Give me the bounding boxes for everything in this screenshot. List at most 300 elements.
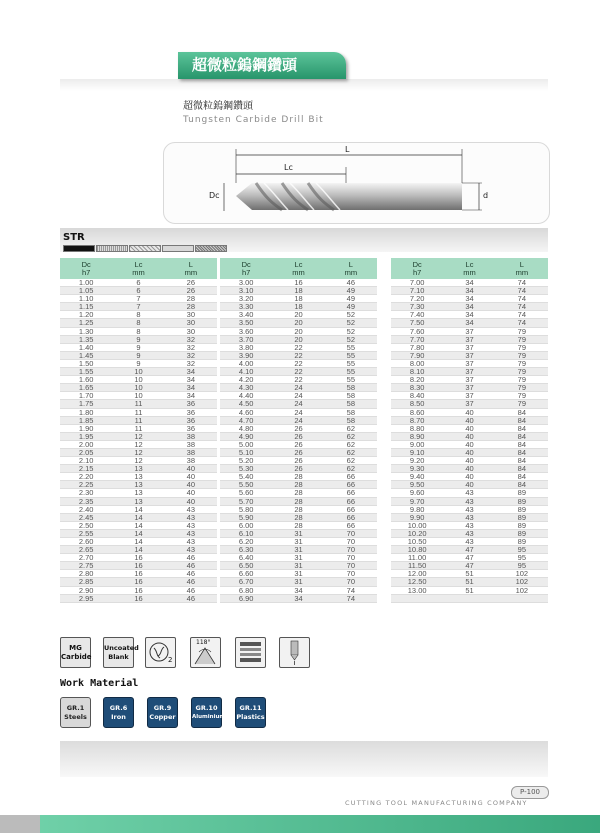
table-cell: 37	[443, 335, 495, 343]
table-cell: 9	[112, 335, 164, 343]
table-cell: 43	[165, 521, 217, 529]
table-cell: 13	[112, 489, 164, 497]
table-cell: 79	[496, 335, 548, 343]
material-code: GR.6	[109, 704, 128, 712]
table-cell: 8.30	[391, 384, 443, 392]
table-cell: 37	[443, 400, 495, 408]
table-cell: 70	[325, 546, 377, 554]
table-cell: 22	[272, 343, 324, 351]
table-cell: 26	[272, 432, 324, 440]
material-code: GR.9	[153, 704, 172, 712]
bottom-stripe-green	[40, 815, 600, 833]
table-cell: 14	[112, 529, 164, 537]
material-code: GR.11	[239, 704, 262, 712]
table-cell: 102	[496, 578, 548, 586]
table-cell: 79	[496, 327, 548, 335]
table-cell: 13	[112, 481, 164, 489]
label-L: L	[345, 145, 350, 154]
table-cell: 30	[165, 319, 217, 327]
table-cell: 14	[112, 505, 164, 513]
table-cell: 38	[165, 440, 217, 448]
table-cell: 8.70	[391, 416, 443, 424]
table-cell: 74	[496, 295, 548, 303]
table-cell: 40	[443, 473, 495, 481]
spec-table-2	[220, 258, 377, 603]
point-angle-label: 118°	[196, 639, 211, 646]
material-aluminium-badge	[191, 697, 226, 728]
table-cell: 49	[325, 303, 377, 311]
material-name: Steels	[64, 713, 87, 721]
table-cell: 55	[325, 343, 377, 351]
table-row	[391, 497, 548, 505]
table-cell: 43	[165, 546, 217, 554]
table-cell: 18	[272, 287, 324, 295]
header-top: Lc	[134, 259, 143, 269]
table-cell: 26	[272, 424, 324, 432]
table-cell: 1.70	[60, 392, 112, 400]
table-cell: 43	[165, 529, 217, 537]
table-cell: 43	[165, 538, 217, 546]
table-row	[220, 594, 377, 602]
table-cell: 20	[272, 311, 324, 319]
material-name: Copper	[149, 713, 176, 721]
table-cell: 51	[443, 586, 495, 594]
table-cell: 37	[443, 327, 495, 335]
table-cell: 9.30	[391, 465, 443, 473]
table-cell: 74	[496, 311, 548, 319]
icon-coat-line2: Blank	[108, 653, 129, 661]
table-cell: 46	[165, 570, 217, 578]
table-cell: 16	[112, 578, 164, 586]
table-cell: 4.30	[220, 384, 272, 392]
table-cell: 89	[496, 513, 548, 521]
table-cell: 38	[165, 457, 217, 465]
point-angle-icon	[190, 637, 221, 668]
table-header-cell	[272, 258, 324, 279]
table-cell: 37	[443, 351, 495, 359]
table-cell: 10.50	[391, 538, 443, 546]
table-cell: 10.00	[391, 521, 443, 529]
header-bottom: mm	[515, 267, 529, 277]
table-cell: 2.00	[60, 440, 112, 448]
subtitle-cn: 超微粒鎢鋼鑽頭	[183, 101, 253, 112]
table-cell	[391, 594, 443, 602]
table-cell: 40	[443, 481, 495, 489]
table-row	[391, 586, 548, 594]
table-cell: 12.00	[391, 570, 443, 578]
series-swatch-4	[162, 245, 194, 252]
table-cell: 5.90	[220, 513, 272, 521]
table-cell: 74	[496, 287, 548, 295]
table-cell: 10.80	[391, 546, 443, 554]
material-steels-badge	[60, 697, 91, 728]
table-cell: 40	[443, 440, 495, 448]
spec-table-3	[391, 258, 548, 603]
table-cell: 8.40	[391, 392, 443, 400]
table-cell: 66	[325, 521, 377, 529]
table-cell: 1.85	[60, 416, 112, 424]
table-row	[220, 408, 377, 416]
table-cell: 55	[325, 351, 377, 359]
header-bottom: mm	[463, 267, 476, 277]
table-header-row	[220, 258, 377, 279]
table-cell: 2.40	[60, 505, 112, 513]
material-plastics-badge	[235, 697, 266, 728]
table-cell: 49	[325, 287, 377, 295]
table-cell: 46	[325, 279, 377, 287]
table-cell: 30	[165, 327, 217, 335]
table-cell: 34	[165, 368, 217, 376]
table-cell: 1.05	[60, 287, 112, 295]
table-cell: 84	[496, 465, 548, 473]
series-swatch-5	[195, 245, 227, 252]
material-code: GR.1	[66, 704, 85, 712]
table-cell: 24	[272, 408, 324, 416]
header-top: Lc	[294, 259, 303, 269]
table-cell: 1.50	[60, 359, 112, 367]
table-cell: 22	[272, 368, 324, 376]
table-cell: 6.30	[220, 546, 272, 554]
header-top: Dc	[241, 259, 251, 269]
table-cell: 34	[272, 586, 324, 594]
table-cell: 3.30	[220, 303, 272, 311]
table-cell: 5.20	[220, 457, 272, 465]
table-cell: 9	[112, 351, 164, 359]
table-cell: 43	[443, 497, 495, 505]
table-cell: 4.40	[220, 392, 272, 400]
table-cell: 37	[443, 376, 495, 384]
table-cell: 52	[325, 335, 377, 343]
table-cell: 26	[272, 465, 324, 473]
table-cell: 43	[443, 489, 495, 497]
table-cell: 7.50	[391, 319, 443, 327]
table-cell: 20	[272, 335, 324, 343]
table-cell: 7.60	[391, 327, 443, 335]
table-cell: 40	[443, 465, 495, 473]
table-cell: 28	[272, 489, 324, 497]
table-cell: 7.10	[391, 287, 443, 295]
material-name: Plastics	[236, 713, 265, 721]
table-cell: 18	[272, 295, 324, 303]
header-bottom: mm	[292, 267, 305, 277]
header-bottom: mm	[184, 267, 198, 277]
table-cell: 36	[165, 416, 217, 424]
table-row	[391, 400, 548, 408]
table-cell: 4.80	[220, 424, 272, 432]
table-cell: 16	[112, 586, 164, 594]
drill-depth-icon	[279, 637, 310, 668]
table-cell: 34	[165, 376, 217, 384]
table-cell: 40	[165, 489, 217, 497]
table-cell: 3.50	[220, 319, 272, 327]
table-cell: 2.75	[60, 562, 112, 570]
table-row	[60, 497, 217, 505]
table-cell: 9.00	[391, 440, 443, 448]
table-cell: 6.40	[220, 554, 272, 562]
flute-count-label: 2	[168, 656, 173, 664]
table-cell: 26	[165, 287, 217, 295]
table-cell: 1.65	[60, 384, 112, 392]
table-header-cell	[220, 258, 272, 279]
table-cell: 49	[325, 295, 377, 303]
table-cell: 12	[112, 440, 164, 448]
table-cell: 8.10	[391, 368, 443, 376]
table-cell: 74	[325, 586, 377, 594]
table-cell: 7.80	[391, 343, 443, 351]
table-cell: 7.00	[391, 279, 443, 287]
table-row	[60, 489, 217, 497]
table-cell: 47	[443, 546, 495, 554]
table-cell: 6	[112, 287, 164, 295]
table-cell: 10.20	[391, 529, 443, 537]
table-row	[391, 489, 548, 497]
table-cell: 62	[325, 448, 377, 456]
table-cell: 2.65	[60, 546, 112, 554]
icon-mg-line1: MG	[69, 644, 82, 652]
table-cell: 89	[496, 505, 548, 513]
table-cell: 3.40	[220, 311, 272, 319]
table-cell: 31	[272, 529, 324, 537]
table-cell: 16	[112, 562, 164, 570]
table-row	[391, 505, 548, 513]
table-cell: 6.00	[220, 521, 272, 529]
table-cell: 16	[112, 570, 164, 578]
table-cell: 46	[165, 578, 217, 586]
uncoated-icon	[103, 637, 139, 668]
table-cell: 18	[272, 303, 324, 311]
table-cell: 89	[496, 497, 548, 505]
table-cell: 34	[443, 295, 495, 303]
table-cell: 40	[165, 481, 217, 489]
table-cell: 28	[272, 521, 324, 529]
table-cell: 36	[165, 408, 217, 416]
table-cell: 1.60	[60, 376, 112, 384]
table-cell: 1.20	[60, 311, 112, 319]
table-cell: 12	[112, 448, 164, 456]
table-cell: 40	[443, 448, 495, 456]
table-cell	[443, 594, 495, 602]
table-cell: 28	[165, 295, 217, 303]
table-cell: 43	[443, 521, 495, 529]
table-cell: 66	[325, 489, 377, 497]
table-cell: 22	[272, 376, 324, 384]
table-cell: 34	[443, 303, 495, 311]
material-name: Iron	[111, 713, 126, 721]
table-cell: 7.20	[391, 295, 443, 303]
table-cell: 84	[496, 457, 548, 465]
table-cell: 66	[325, 481, 377, 489]
table-cell: 11	[112, 400, 164, 408]
table-cell: 40	[443, 457, 495, 465]
series-swatch-1	[63, 245, 95, 252]
table-header-cell	[325, 258, 377, 279]
table-cell: 1.25	[60, 319, 112, 327]
table-cell: 9.40	[391, 473, 443, 481]
table-cell: 9.80	[391, 505, 443, 513]
table-cell: 1.30	[60, 327, 112, 335]
table-cell: 8.20	[391, 376, 443, 384]
table-header-row	[391, 258, 548, 279]
flute-count-icon	[145, 637, 176, 668]
table-cell: 10	[112, 392, 164, 400]
table-row	[220, 327, 377, 335]
table-row	[391, 327, 548, 335]
table-cell: 26	[165, 279, 217, 287]
label-d: d	[483, 191, 489, 200]
table-cell: 14	[112, 538, 164, 546]
tolerance-icon	[235, 637, 266, 668]
table-row	[60, 586, 217, 594]
table-cell: 34	[443, 287, 495, 295]
table-cell: 84	[496, 481, 548, 489]
table-cell: 1.90	[60, 424, 112, 432]
table-cell: 102	[496, 586, 548, 594]
material-copper-badge	[147, 697, 178, 728]
table-cell: 30	[165, 311, 217, 319]
table-cell: 79	[496, 392, 548, 400]
table-cell: 95	[496, 562, 548, 570]
table-cell: 95	[496, 554, 548, 562]
table-cell: 52	[325, 311, 377, 319]
table-cell: 102	[496, 570, 548, 578]
table-cell: 38	[165, 448, 217, 456]
table-cell: 14	[112, 546, 164, 554]
table-cell: 28	[272, 473, 324, 481]
table-cell: 70	[325, 570, 377, 578]
table-row	[220, 497, 377, 505]
table-row	[60, 505, 217, 513]
table-cell: 24	[272, 384, 324, 392]
table-cell: 51	[443, 578, 495, 586]
table-row	[60, 416, 217, 424]
table-cell: 4.20	[220, 376, 272, 384]
table-cell: 2.85	[60, 578, 112, 586]
page-title	[178, 52, 346, 79]
table-cell: 40	[443, 416, 495, 424]
table-cell: 2.60	[60, 538, 112, 546]
table-cell: 22	[272, 359, 324, 367]
table-cell: 26	[272, 440, 324, 448]
table-cell: 22	[272, 351, 324, 359]
table-cell: 34	[272, 594, 324, 602]
table-cell: 74	[496, 303, 548, 311]
table-row	[391, 408, 548, 416]
series-swatch-3	[129, 245, 161, 252]
title-underline	[60, 79, 548, 91]
label-Dc: Dc	[209, 191, 220, 200]
spec-table-1	[60, 258, 217, 603]
header-bottom: h7	[81, 267, 91, 277]
table-cell: 28	[272, 505, 324, 513]
table-cell: 16	[112, 594, 164, 602]
table-cell: 2.30	[60, 489, 112, 497]
table-cell: 62	[325, 465, 377, 473]
table-cell: 47	[443, 562, 495, 570]
header-bottom: mm	[132, 267, 145, 277]
work-material-label: Work Material	[60, 678, 139, 689]
table-cell: 40	[443, 408, 495, 416]
table-cell: 70	[325, 562, 377, 570]
table-cell: 26	[272, 448, 324, 456]
table-cell: 43	[165, 513, 217, 521]
table-cell: 79	[496, 376, 548, 384]
table-cell: 20	[272, 327, 324, 335]
table-cell: 6.90	[220, 594, 272, 602]
table-cell: 2.10	[60, 457, 112, 465]
table-row	[391, 319, 548, 327]
table-cell: 9.50	[391, 481, 443, 489]
material-name: Aluminium	[192, 714, 226, 720]
material-iron-badge	[103, 697, 134, 728]
table-cell: 14	[112, 513, 164, 521]
bottom-stripe-grey	[0, 815, 40, 833]
table-cell: 1.55	[60, 368, 112, 376]
table-cell: 8	[112, 327, 164, 335]
table-header-cell	[391, 258, 443, 279]
table-cell: 43	[443, 505, 495, 513]
table-header-row	[60, 258, 217, 279]
table-cell: 1.45	[60, 351, 112, 359]
table-header-cell	[165, 258, 217, 279]
table-cell: 2.70	[60, 554, 112, 562]
drill-diagram	[163, 142, 550, 224]
table-cell: 12.50	[391, 578, 443, 586]
table-cell: 95	[496, 546, 548, 554]
table-cell: 7.90	[391, 351, 443, 359]
table-cell: 70	[325, 578, 377, 586]
table-cell: 66	[325, 497, 377, 505]
table-cell: 46	[165, 586, 217, 594]
table-cell: 4.70	[220, 416, 272, 424]
table-cell: 79	[496, 343, 548, 351]
table-cell: 70	[325, 538, 377, 546]
table-row	[220, 489, 377, 497]
header-bottom: mm	[344, 267, 358, 277]
table-cell: 28	[165, 303, 217, 311]
table-cell: 5.50	[220, 481, 272, 489]
table-cell: 84	[496, 432, 548, 440]
table-row	[391, 416, 548, 424]
table-cell: 34	[443, 319, 495, 327]
label-Lc: Lc	[284, 163, 293, 172]
table-cell: 6.10	[220, 529, 272, 537]
table-cell: 6.20	[220, 538, 272, 546]
table-cell: 58	[325, 384, 377, 392]
table-cell: 3.60	[220, 327, 272, 335]
table-cell: 8	[112, 311, 164, 319]
table-cell: 40	[443, 424, 495, 432]
table-cell: 2.45	[60, 513, 112, 521]
table-header-cell	[112, 258, 164, 279]
table-cell: 84	[496, 416, 548, 424]
table-row	[220, 400, 377, 408]
table-cell: 32	[165, 343, 217, 351]
table-cell: 55	[325, 376, 377, 384]
table-cell: 62	[325, 424, 377, 432]
table-cell: 79	[496, 368, 548, 376]
subtitle-en: Tungsten Carbide Drill Bit	[183, 115, 324, 125]
header-top: Lc	[465, 259, 474, 269]
header-top: L	[348, 259, 353, 269]
header-top: Dc	[412, 259, 422, 269]
table-cell: 31	[272, 554, 324, 562]
table-cell: 7.40	[391, 311, 443, 319]
table-row	[391, 578, 548, 586]
table-cell: 8	[112, 319, 164, 327]
table-cell: 2.55	[60, 529, 112, 537]
table-cell: 84	[496, 448, 548, 456]
page-number: P-100	[511, 786, 549, 799]
